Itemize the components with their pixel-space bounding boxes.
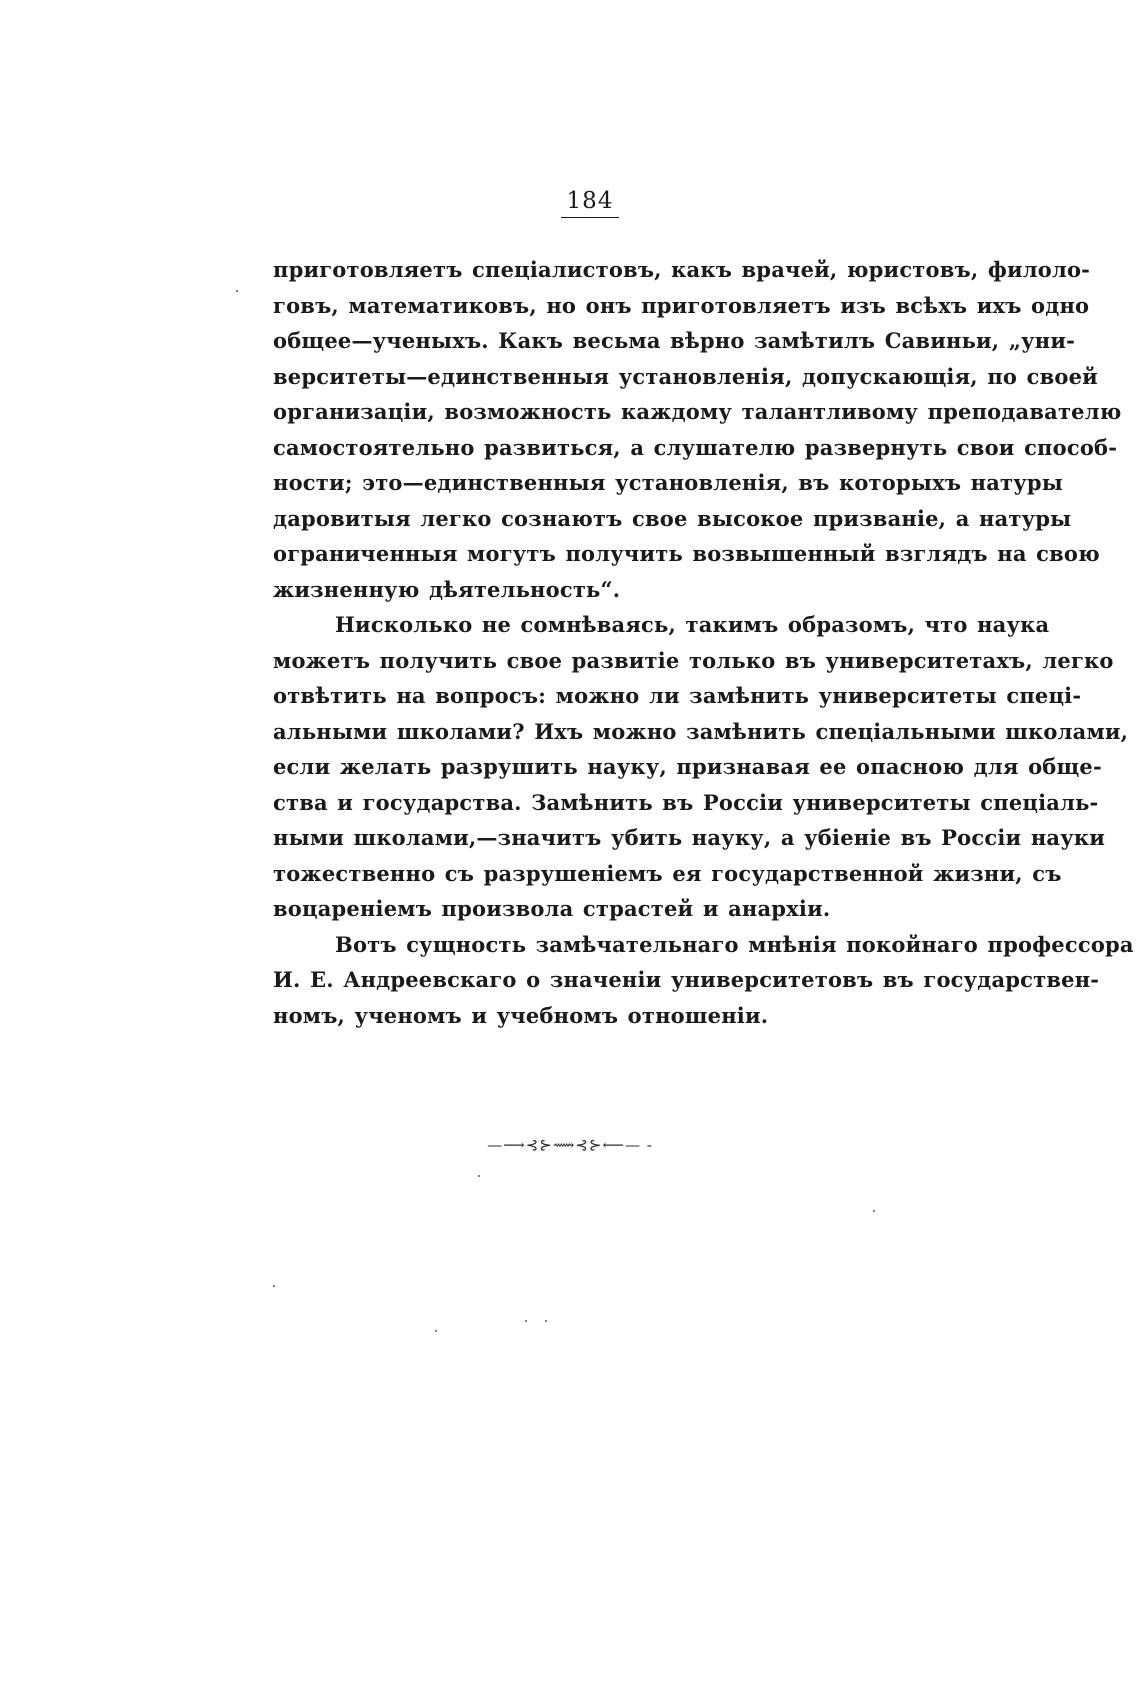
paper-speck bbox=[478, 1175, 480, 1177]
text-line: жизненную дѣятельность“. bbox=[273, 576, 621, 602]
text-line: если желать разрушить науку, признавая ее опасною для обще- bbox=[273, 754, 1102, 779]
ornament-divider: —⟶⊰⊱⟿⊰⊱⟵— - bbox=[487, 1136, 653, 1154]
body-text bbox=[273, 252, 1134, 1033]
page-number-text: 184 bbox=[561, 188, 620, 218]
text-line: верситеты—единственныя установленія, допускающія, по своей bbox=[273, 363, 1098, 389]
paper-speck bbox=[525, 1320, 527, 1322]
text-line: тожественно съ разрушеніемъ ея государственной жизни, съ bbox=[273, 860, 1062, 886]
paper-speck bbox=[236, 290, 238, 292]
text-line: ности; это—единственныя установленія, въ которыхъ натуры bbox=[273, 470, 1064, 495]
text-line: говъ, математиковъ, но онъ приготовляетъ изъ всѣхъ ихъ одно bbox=[273, 292, 1090, 318]
text-line: ными школами,—значитъ убить науку, а убіеніе въ Россіи науки bbox=[273, 825, 1105, 850]
text-line: отвѣтить на вопросъ: можно ли замѣнить университеты спеці- bbox=[273, 683, 1082, 708]
paper-speck bbox=[435, 1330, 437, 1332]
text-line: номъ, ученомъ и учебномъ отношеніи. bbox=[273, 1002, 769, 1028]
text-line: общее—ученыхъ. Какъ весьма вѣрно замѣтилъ Савиньи, „уни- bbox=[273, 328, 1076, 353]
text-line: самостоятельно развиться, а слушателю развернуть свои способ- bbox=[273, 434, 1118, 460]
text-line: воцареніемъ произвола страстей и анархіи. bbox=[273, 896, 831, 921]
page-number bbox=[0, 188, 1140, 218]
text-line: ограниченныя могутъ получить возвышенный взглядъ на свою bbox=[273, 541, 1100, 566]
paper-speck bbox=[873, 1210, 875, 1212]
text-line: Вотъ сущность замѣчательнаго мнѣнія покойнаго профессора bbox=[335, 931, 1134, 957]
text-line: можетъ получить свое развитіе только въ университетахъ, легко bbox=[273, 647, 1114, 673]
text-line: ства и государства. Замѣнить въ Россіи университеты спеціаль- bbox=[273, 789, 1099, 815]
text-line: даровитыя легко сознаютъ свое высокое призваніе, а натуры bbox=[273, 505, 1072, 531]
text-line: альными школами? Ихъ можно замѣнить спеціальными школами, bbox=[273, 718, 1129, 744]
text-line: Нисколько не сомнѣваясь, такимъ образомъ, что наука bbox=[335, 612, 1050, 637]
paper-speck bbox=[273, 1285, 275, 1287]
text-line: И. Е. Андреевскаго о значеніи университетовъ въ государствен- bbox=[273, 967, 1100, 992]
text-line: приготовляетъ спеціалистовъ, какъ врачей, юристовъ, филоло- bbox=[273, 257, 1091, 282]
text-line: организаціи, возможность каждому талантливому преподавателю bbox=[273, 399, 1122, 424]
paper-speck bbox=[545, 1320, 547, 1322]
